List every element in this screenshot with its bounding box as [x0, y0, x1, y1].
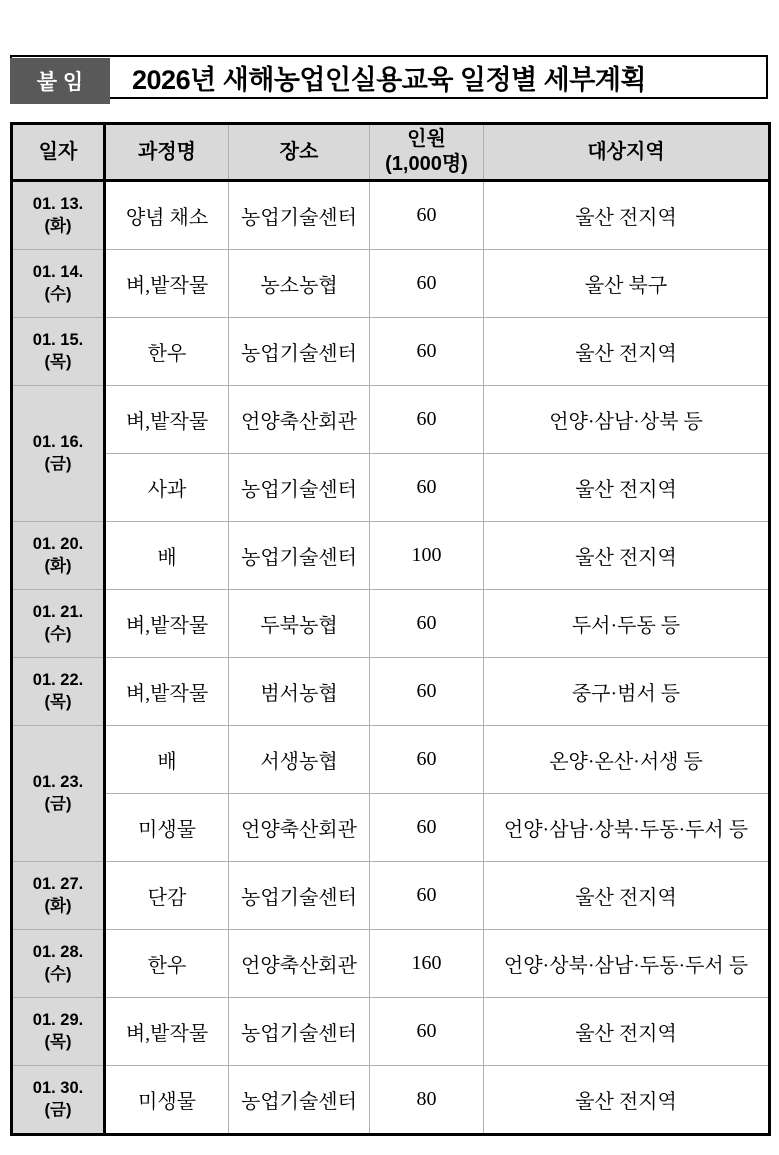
people-cell: 60 — [370, 181, 484, 250]
people-cell: 60 — [370, 658, 484, 726]
place-cell: 농업기술센터 — [229, 454, 370, 522]
date-cell — [12, 181, 105, 250]
course-cell: 벼,밭작물 — [105, 658, 229, 726]
table-row — [12, 181, 770, 250]
region-cell: 울산 전지역 — [484, 318, 770, 386]
region-cell: 언양·삼남·상북 등 — [484, 386, 770, 454]
place-cell: 농업기술센터 — [229, 181, 370, 250]
day-text: (금) — [44, 454, 72, 473]
place-cell: 서생농협 — [229, 726, 370, 794]
date-text: 01. 13. — [32, 195, 84, 214]
table-row — [12, 250, 770, 318]
column-header-people — [370, 124, 484, 181]
people-cell: 60 — [370, 726, 484, 794]
date-cell — [12, 386, 105, 522]
table-row — [12, 930, 770, 998]
course-cell: 단감 — [105, 862, 229, 930]
day-text: (수) — [44, 284, 72, 303]
place-cell: 범서농협 — [229, 658, 370, 726]
page-title: 2026년 새해농업인실용교육 일정별 세부계획 — [132, 64, 646, 95]
course-cell: 사과 — [105, 454, 229, 522]
date-text: 01. 23. — [32, 773, 84, 792]
table-row — [12, 998, 770, 1066]
people-cell: 60 — [370, 386, 484, 454]
date-cell — [12, 318, 105, 386]
day-text: (수) — [44, 964, 72, 983]
place-cell: 두북농협 — [229, 590, 370, 658]
column-header-date: 일자 — [12, 124, 105, 181]
day-text: (금) — [44, 794, 72, 813]
place-cell: 농업기술센터 — [229, 318, 370, 386]
day-text: (목) — [44, 692, 72, 711]
people-cell: 100 — [370, 522, 484, 590]
region-cell: 온양·온산·서생 등 — [484, 726, 770, 794]
date-text: 01. 16. — [32, 433, 84, 452]
region-cell: 울산 북구 — [484, 250, 770, 318]
region-cell: 두서·두동 등 — [484, 590, 770, 658]
course-cell: 벼,밭작물 — [105, 590, 229, 658]
date-cell — [12, 998, 105, 1066]
people-cell: 60 — [370, 250, 484, 318]
column-header-course: 과정명 — [105, 124, 229, 181]
table-row — [12, 726, 770, 794]
date-cell — [12, 1066, 105, 1135]
course-cell: 배 — [105, 522, 229, 590]
date-cell — [12, 658, 105, 726]
table-row — [12, 454, 770, 522]
region-cell: 울산 전지역 — [484, 454, 770, 522]
people-cell: 60 — [370, 862, 484, 930]
region-cell: 언양·삼남·상북·두동·두서 등 — [484, 794, 770, 862]
table-row — [12, 318, 770, 386]
region-cell: 중구·범서 등 — [484, 658, 770, 726]
date-cell — [12, 726, 105, 862]
people-cell: 60 — [370, 318, 484, 386]
course-cell: 배 — [105, 726, 229, 794]
column-header-region: 대상지역 — [484, 124, 770, 181]
course-cell: 벼,밭작물 — [105, 386, 229, 454]
region-cell: 울산 전지역 — [484, 522, 770, 590]
date-cell — [12, 862, 105, 930]
date-cell — [12, 930, 105, 998]
date-cell — [12, 590, 105, 658]
title-box — [10, 55, 768, 99]
course-cell: 벼,밭작물 — [105, 998, 229, 1066]
people-cell: 60 — [370, 454, 484, 522]
place-cell: 농소농협 — [229, 250, 370, 318]
table-row — [12, 590, 770, 658]
course-cell: 한우 — [105, 930, 229, 998]
place-cell: 농업기술센터 — [229, 862, 370, 930]
attachment-badge: 붙 임 — [10, 58, 110, 104]
column-header-place: 장소 — [229, 124, 370, 181]
day-text: (화) — [44, 556, 72, 575]
place-cell: 농업기술센터 — [229, 522, 370, 590]
people-cell: 60 — [370, 794, 484, 862]
date-text: 01. 14. — [32, 263, 84, 282]
day-text: (화) — [44, 216, 72, 235]
column-header-people-line2: (1,000명) — [385, 153, 468, 175]
table-row — [12, 862, 770, 930]
table-row — [12, 1066, 770, 1135]
table-row — [12, 522, 770, 590]
date-text: 01. 27. — [32, 875, 84, 894]
region-cell: 울산 전지역 — [484, 181, 770, 250]
region-cell: 울산 전지역 — [484, 862, 770, 930]
course-cell: 미생물 — [105, 794, 229, 862]
day-text: (수) — [44, 624, 72, 643]
place-cell: 농업기술센터 — [229, 998, 370, 1066]
date-text: 01. 21. — [32, 603, 84, 622]
day-text: (목) — [44, 352, 72, 371]
document-header — [10, 55, 769, 105]
date-text: 01. 20. — [32, 535, 84, 554]
schedule-table — [10, 122, 771, 1136]
date-cell — [12, 250, 105, 318]
place-cell: 언양축산회관 — [229, 930, 370, 998]
date-text: 01. 28. — [32, 943, 84, 962]
place-cell: 언양축산회관 — [229, 794, 370, 862]
region-cell: 울산 전지역 — [484, 1066, 770, 1135]
course-cell: 한우 — [105, 318, 229, 386]
people-cell: 60 — [370, 590, 484, 658]
date-text: 01. 30. — [32, 1079, 84, 1098]
table-row — [12, 794, 770, 862]
day-text: (금) — [44, 1100, 72, 1119]
place-cell: 언양축산회관 — [229, 386, 370, 454]
region-cell: 언양·상북·삼남·두동·두서 등 — [484, 930, 770, 998]
day-text: (화) — [44, 896, 72, 915]
table-row — [12, 386, 770, 454]
region-cell: 울산 전지역 — [484, 998, 770, 1066]
table-header-row — [12, 124, 770, 181]
table-row — [12, 658, 770, 726]
people-cell: 80 — [370, 1066, 484, 1135]
column-header-people-line1: 인원 — [407, 128, 446, 150]
course-cell: 미생물 — [105, 1066, 229, 1135]
date-cell — [12, 522, 105, 590]
course-cell: 양념 채소 — [105, 181, 229, 250]
date-text: 01. 29. — [32, 1011, 84, 1030]
people-cell: 60 — [370, 998, 484, 1066]
people-cell: 160 — [370, 930, 484, 998]
place-cell: 농업기술센터 — [229, 1066, 370, 1135]
day-text: (목) — [44, 1032, 72, 1051]
date-text: 01. 22. — [32, 671, 84, 690]
course-cell: 벼,밭작물 — [105, 250, 229, 318]
date-text: 01. 15. — [32, 331, 84, 350]
